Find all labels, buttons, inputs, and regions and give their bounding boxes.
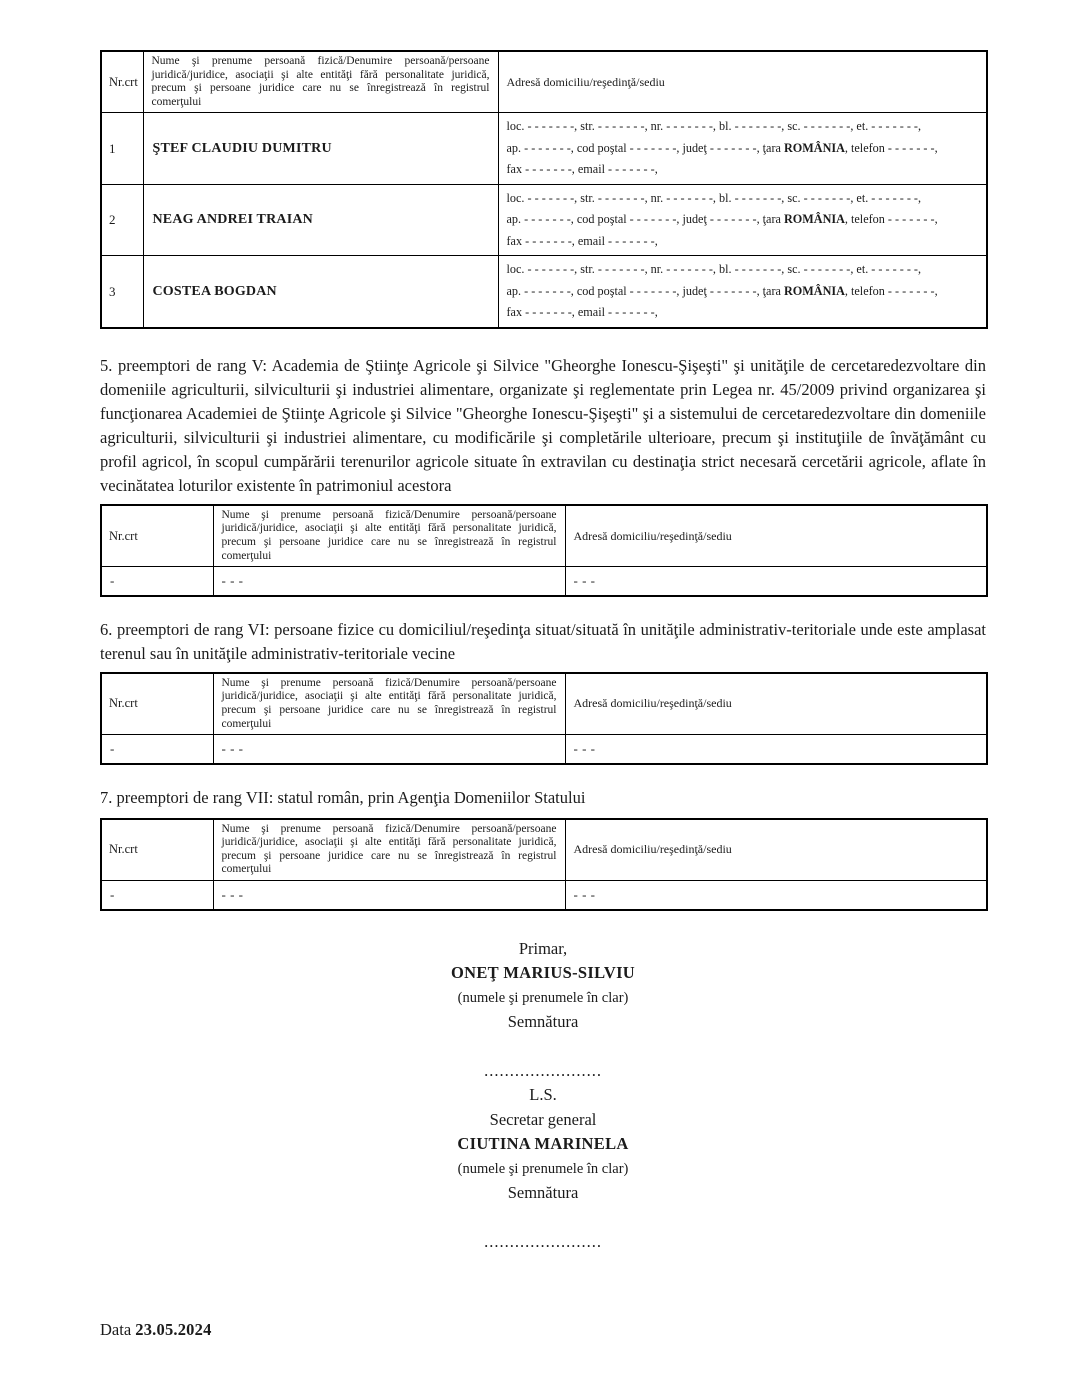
- mayor-name: ONEŢ MARIUS-SILVIU: [450, 963, 636, 982]
- date-line: [100, 1320, 986, 1340]
- ls-label: L.S.: [529, 1085, 557, 1104]
- spacer: [100, 1035, 986, 1059]
- table-header-row: [101, 819, 987, 881]
- address-line-1: loc. - - - - - - -, str. - - - - - - -, nr. - - - - - - -, bl. - - - - - - -, sc. - - - - - - -, et. - - - - - - -,: [506, 262, 922, 277]
- header-address: Adresă domiciliu/reşedinţă/sediu: [565, 673, 987, 735]
- preemptor-name: - - -: [213, 881, 565, 910]
- paragraph-rank-vi: 6. preemptori de rang VI: persoane fizice cu domiciliul/reşedinţa situat/situată în unităţile administrativ-teritoriale unde este amplasat terenul sau în unităţile administrativ-teritoriale vecine: [100, 619, 986, 663]
- country-name: ROMÂNIA: [783, 283, 845, 298]
- table-header-row: [101, 673, 987, 735]
- preemptor-name: - - -: [213, 567, 565, 596]
- header-address: Adresă domiciliu/reşedinţă/sediu: [565, 819, 987, 881]
- table-row: [101, 567, 987, 596]
- table-row: [101, 735, 987, 764]
- row-number: 1: [101, 113, 143, 185]
- rank-vii-table: [100, 818, 988, 911]
- preemptor-name: - - -: [213, 735, 565, 764]
- table-row: [101, 113, 987, 185]
- table-row: [101, 184, 987, 256]
- header-address: Adresă domiciliu/reşedinţă/sediu: [565, 505, 987, 567]
- date-label: Data: [100, 1320, 132, 1339]
- signature-block: [100, 937, 986, 1255]
- date-value: 23.05.2024: [135, 1320, 212, 1339]
- mayor-title: Primar,: [518, 938, 568, 958]
- address-line-2: ap. - - - - - - -, cod poştal - - - - - - -, judeţ - - - - - - -, ţara ROMÂNIA, telefon - - - - - - -,: [506, 212, 938, 227]
- table-header-row: [101, 505, 987, 567]
- name-note: (numele şi prenumele în clar): [457, 1160, 629, 1177]
- name-note: (numele şi prenumele în clar): [457, 989, 629, 1006]
- preemptor-address: - - -: [565, 735, 987, 764]
- address-line-2: ap. - - - - - - -, cod poştal - - - - - - -, judeţ - - - - - - -, ţara ROMÂNIA, telefon - - - - - - -,: [506, 140, 938, 155]
- header-name: Nume şi prenume persoană fizică/Denumire persoană/persoane juridică/juridice, asociaţii şi alte entităţi fără personalitate juridică, precum şi persoane juridice care nu se înregistrează în registrul comerţului: [143, 51, 498, 113]
- header-nr-crt: Nr.crt: [101, 819, 213, 881]
- preemptors-main-table: [100, 50, 988, 329]
- signature-label: Semnătura: [507, 1012, 579, 1031]
- address-line-2: ap. - - - - - - -, cod poştal - - - - - - -, judeţ - - - - - - -, ţara ROMÂNIA, telefon - - - - - - -,: [506, 283, 938, 298]
- header-name: Nume şi prenume persoană fizică/Denumire persoană/persoane juridică/juridice, asociaţii şi alte entităţi fără personalitate juridică, precum şi persoane juridice care nu se înregistrează în registrul comerţului: [213, 505, 565, 567]
- rank-vi-table: [100, 672, 988, 765]
- preemptor-address: - - -: [565, 567, 987, 596]
- preemptor-address: [498, 256, 987, 328]
- country-name: ROMÂNIA: [783, 140, 845, 155]
- row-number: -: [101, 735, 213, 764]
- secretary-title: Secretar general: [489, 1109, 597, 1129]
- preemptor-name: NEAG ANDREI TRAIAN: [143, 184, 498, 256]
- signature-label: Semnătura: [507, 1183, 579, 1202]
- table-row: [101, 881, 987, 910]
- address-line-1: loc. - - - - - - -, str. - - - - - - -, nr. - - - - - - -, bl. - - - - - - -, sc. - - - - - - -, et. - - - - - - -,: [506, 119, 922, 134]
- header-address: Adresă domiciliu/reşedinţă/sediu: [498, 51, 987, 113]
- address-line-3: fax - - - - - - -, email - - - - - - -,: [506, 162, 658, 177]
- preemptor-name: COSTEA BOGDAN: [143, 256, 498, 328]
- address-line-1: loc. - - - - - - -, str. - - - - - - -, nr. - - - - - - -, bl. - - - - - - -, sc. - - - - - - -, et. - - - - - - -,: [506, 190, 922, 205]
- header-name: Nume şi prenume persoană fizică/Denumire persoană/persoane juridică/juridice, asociaţii şi alte entităţi fără personalitate juridică, precum şi persoane juridice care nu se înregistrează în registrul comerţului: [213, 819, 565, 881]
- rank-v-table: [100, 504, 988, 597]
- preemptor-name: ŞTEF CLAUDIU DUMITRU: [143, 113, 498, 185]
- spacer: [100, 1206, 986, 1230]
- row-number: -: [101, 881, 213, 910]
- table-row: [101, 256, 987, 328]
- preemptor-address: [498, 184, 987, 256]
- paragraph-rank-vii: 7. preemptori de rang VII: statul român, prin Agenţia Domeniilor Statului: [100, 787, 586, 807]
- header-nr-crt: Nr.crt: [101, 673, 213, 735]
- address-line-3: fax - - - - - - -, email - - - - - - -,: [506, 233, 658, 248]
- header-nr-crt: Nr.crt: [101, 51, 143, 113]
- signature-dotted-line: .......................: [484, 1060, 602, 1080]
- row-number: -: [101, 567, 213, 596]
- table-header-row: [101, 51, 987, 113]
- row-number: 2: [101, 184, 143, 256]
- row-number: 3: [101, 256, 143, 328]
- document-content: [100, 50, 986, 1340]
- header-nr-crt: Nr.crt: [101, 505, 213, 567]
- address-line-3: fax - - - - - - -, email - - - - - - -,: [506, 305, 658, 320]
- paragraph-rank-v: 5. preemptori de rang V: Academia de Ştiinţe Agricole şi Silvice "Gheorghe Ionescu-Şişeşti" şi unităţile de cercetaredezvoltare din domeniile agriculturii, silviculturii şi industriei alimentare, organizate şi reglementate prin Legea nr. 45/2009 privind organizarea şi funcţionarea Academiei de Ştiinţe Agricole şi Silvice "Gheorghe Ionescu-Şişeşti" şi a sistemului de cercetaredezvoltare din domeniile agriculturii, silviculturii şi industriei alimentare, cu modificările şi completările ulterioare, precum şi instituţiile de învăţământ cu profil agricol, în scopul cumpărării terenurilor agricole situate în extravilan cu destinaţia strict necesară cercetării agricole, aflate în vecinătatea loturilor existente în patrimoniul acestora: [100, 355, 986, 495]
- country-name: ROMÂNIA: [783, 212, 845, 227]
- signature-dotted-line: .......................: [484, 1231, 602, 1251]
- preemptor-address: [498, 113, 987, 185]
- header-name: Nume şi prenume persoană fizică/Denumire persoană/persoane juridică/juridice, asociaţii şi alte entităţi fără personalitate juridică, precum şi persoane juridice care nu se înregistrează în registrul comerţului: [213, 673, 565, 735]
- secretary-name: CIUTINA MARINELA: [457, 1134, 629, 1153]
- preemptor-address: - - -: [565, 881, 987, 910]
